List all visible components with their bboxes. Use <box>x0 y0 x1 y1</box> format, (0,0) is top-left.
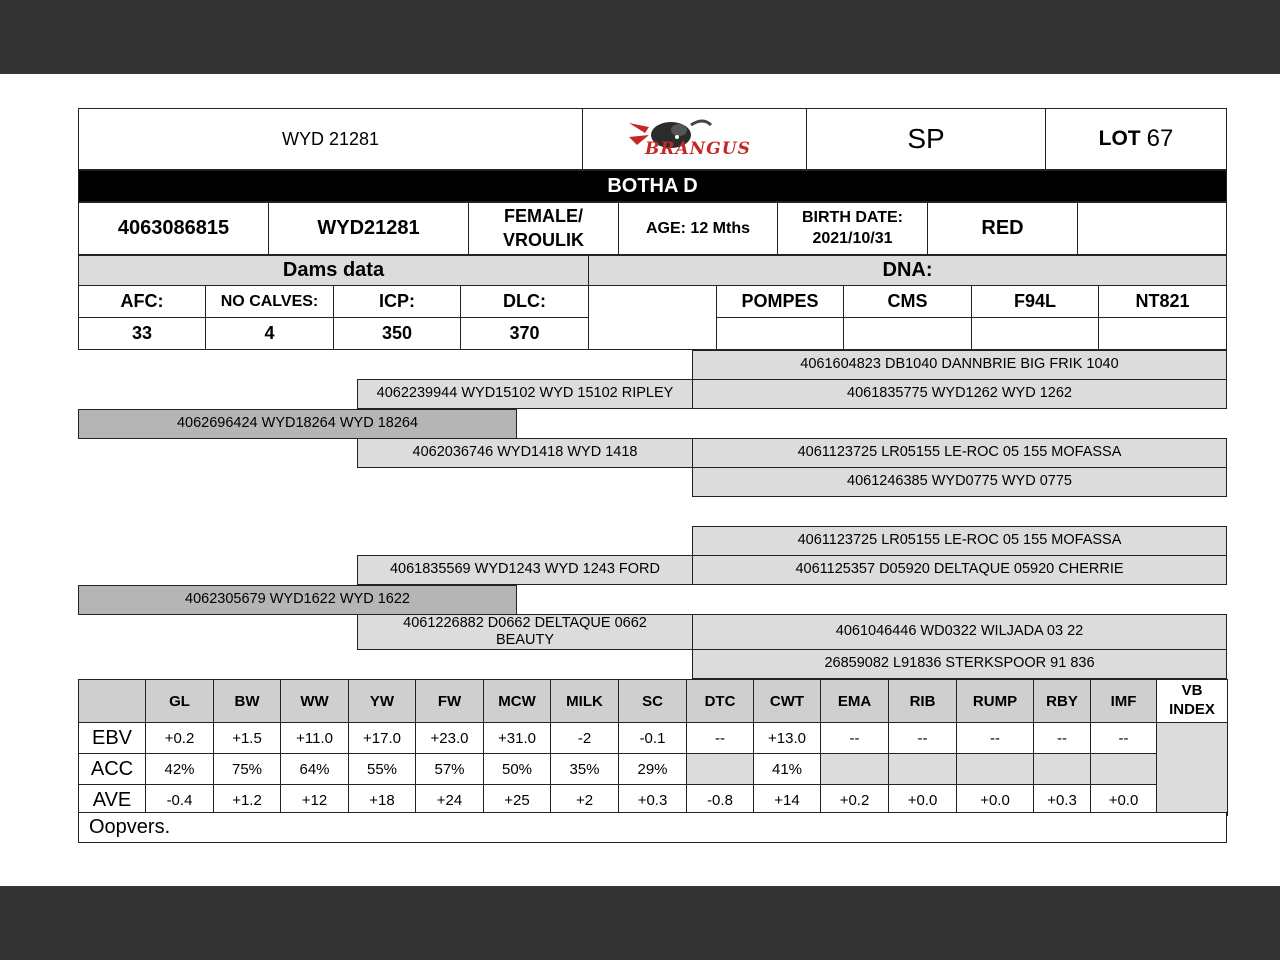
ebv-cell-text: +31.0 <box>498 729 536 747</box>
pedigree-sire-dam-sire <box>692 438 1227 468</box>
ebv-cell-text: +0.2 <box>164 729 195 747</box>
lot-number: 67 <box>1146 125 1174 152</box>
ebv-header-index-label: INDEX <box>1169 701 1215 718</box>
ebv-cell <box>618 722 687 754</box>
ebv-cell-text: +17.0 <box>363 729 401 747</box>
ebv-header-ww-text: WW <box>300 692 329 710</box>
dna-header-cms <box>843 285 972 318</box>
ebv-header-fw-text: FW <box>437 692 462 710</box>
pedigree-dam-dam-dam <box>692 649 1227 679</box>
ebv-cell <box>213 722 281 754</box>
ebv-header-sc-text: SC <box>642 692 663 710</box>
dams-header-label: DLC: <box>503 291 546 311</box>
ebv-header-dtc-text: DTC <box>704 692 736 710</box>
colour-cell <box>927 202 1078 255</box>
pedigree-text: 4062239944 WYD15102 WYD 15102 RIPLEY <box>376 385 674 402</box>
ebv-cell <box>415 753 484 785</box>
dna-header-label: CMS <box>887 291 928 311</box>
ebv-header-imf <box>1090 679 1157 723</box>
ebv-header-milk <box>550 679 619 723</box>
pedigree-text: 4061046446 WD0322 WILJADA 03 22 <box>835 623 1084 640</box>
ebv-cell-text: -- <box>917 729 928 747</box>
ebv-cell <box>618 753 687 785</box>
ebv-row-label-acc <box>78 753 146 785</box>
pedigree-text: 4061835775 WYD1262 WYD 1262 <box>847 385 1072 402</box>
ebv-cell-text: 50% <box>501 760 533 778</box>
ebv-cell-text: 75% <box>231 760 263 778</box>
dna-header-label: NT821 <box>1135 291 1190 311</box>
dams-header-afc <box>78 285 206 318</box>
ebv-cell-text: +0.0 <box>1108 791 1139 809</box>
grade: SP <box>907 123 945 154</box>
dna-value-pompes <box>716 317 844 350</box>
ebv-header-vb-index <box>1156 679 1228 723</box>
ebv-header-ww <box>280 679 349 723</box>
birth-date-cell <box>777 202 928 255</box>
dna-header-nt821 <box>1098 285 1227 318</box>
ebv-cell-text: -0.4 <box>166 791 193 809</box>
ebv-cell-text: +0.3 <box>1047 791 1077 809</box>
ebv-cell-text: +14 <box>774 791 800 809</box>
pedigree-text: 4061125357 D05920 DELTAQUE 05920 CHERRIE <box>795 561 1124 578</box>
ebv-cell <box>145 722 214 754</box>
ebv-cell-text: -2 <box>577 729 592 747</box>
bottom-letterbox-band <box>0 886 1280 960</box>
ebv-cell-text: 42% <box>164 760 195 778</box>
ebv-header-ema-text: EMA <box>837 692 872 710</box>
tag: WYD21281 <box>317 217 420 239</box>
dams-value: 4 <box>264 323 275 343</box>
tag-cell <box>268 202 469 255</box>
ebv-cell-text: +1.5 <box>232 729 262 747</box>
pedigree-sire-sire-dam <box>692 379 1227 409</box>
ebv-header-imf-text: IMF <box>1110 692 1137 710</box>
ebv-header-ema <box>820 679 889 723</box>
pedigree-text: 4062696424 WYD18264 WYD 18264 <box>176 415 419 432</box>
ebv-cell <box>956 753 1034 785</box>
ebv-cell <box>145 753 214 785</box>
pedigree-sire <box>78 409 517 439</box>
ebv-header-vb-label: VB <box>1181 682 1203 700</box>
ebv-cell <box>820 753 889 785</box>
dams-header-label: ICP: <box>379 291 415 311</box>
sex-line-1: FEMALE/ <box>504 206 583 227</box>
ebv-cell <box>686 722 754 754</box>
ebv-cell-text: 55% <box>366 760 398 778</box>
ebv-cell <box>888 753 957 785</box>
dams-value-no-calves <box>205 317 334 350</box>
pedigree-text: 4062305679 WYD1622 WYD 1622 <box>185 591 410 608</box>
dna-header-label: F94L <box>1013 291 1056 311</box>
dna-header-label: POMPES <box>741 291 819 311</box>
ebv-cell-text: +2 <box>575 791 594 809</box>
animal-name-bar <box>78 170 1227 202</box>
ebv-cell-text: +0.2 <box>839 791 870 809</box>
id-number-cell <box>78 202 269 255</box>
ebv-cell <box>753 722 821 754</box>
ebv-row-label-ebv-text: EBV <box>91 726 133 749</box>
brangus-logo <box>582 108 807 170</box>
pedigree-sire-sire-sire <box>692 350 1227 380</box>
ebv-cell <box>820 722 889 754</box>
dna-header-pompes <box>716 285 844 318</box>
ebv-cell <box>1033 722 1091 754</box>
ebv-row-label-acc-text: ACC <box>90 757 134 780</box>
ebv-row-label-ave-text: AVE <box>92 788 132 811</box>
pedigree-text: 26859082 L91836 STERKSPOOR 91 836 <box>824 655 1095 672</box>
dna-title-cell <box>588 255 1227 286</box>
comment: Oopvers. <box>89 816 171 838</box>
dams-value: 33 <box>131 323 153 343</box>
ebv-cell <box>686 753 754 785</box>
ebv-header-bw <box>213 679 281 723</box>
ebv-header-rump <box>956 679 1034 723</box>
pedigree-text: 4061123725 LR05155 LE-ROC 05 155 MOFASSA <box>797 532 1122 549</box>
ebv-header-yw-text: YW <box>369 692 395 710</box>
lot-cell <box>1045 108 1227 170</box>
animal-code-cell <box>78 108 583 170</box>
ebv-header-sc <box>618 679 687 723</box>
ebv-cell <box>1090 753 1157 785</box>
pedigree-text: 4061835569 WYD1243 WYD 1243 FORD <box>389 561 660 578</box>
pedigree-dam-sire-dam <box>692 555 1227 585</box>
pedigree-dam-sire <box>357 555 693 585</box>
ebv-cell-text: +12 <box>301 791 328 809</box>
dams-value-dlc <box>460 317 589 350</box>
dna-spacer-cell <box>588 285 717 350</box>
ebv-cell-text: +13.0 <box>768 729 806 747</box>
ebv-header-gl <box>145 679 214 723</box>
ebv-header-mcw <box>483 679 551 723</box>
ebv-header-corner <box>78 679 146 723</box>
sex-cell <box>468 202 619 255</box>
pedigree-dam-dam <box>357 614 693 650</box>
ebv-cell-text: +0.0 <box>980 791 1010 809</box>
dna-header-f94l <box>971 285 1099 318</box>
ebv-cell <box>348 753 416 785</box>
ebv-cell-text: +25 <box>504 791 530 809</box>
ebv-cell <box>483 722 551 754</box>
dams-data-title-cell <box>78 255 589 286</box>
pedigree-text: 4061246385 WYD0775 WYD 0775 <box>847 473 1072 490</box>
ebv-cell-text: +0.3 <box>637 791 668 809</box>
lot-label: LOT <box>1098 127 1141 150</box>
ebv-cell-text: -- <box>990 729 1000 747</box>
ebv-cell <box>483 753 551 785</box>
ebv-header-rib <box>888 679 957 723</box>
ebv-cell-text: -- <box>1057 729 1067 747</box>
ebv-cell-text: 29% <box>637 760 668 778</box>
grade-cell <box>806 108 1046 170</box>
ebv-cell-text: +23.0 <box>430 729 469 747</box>
ebv-cell-text: 57% <box>434 760 465 778</box>
ebv-header-gl-text: GL <box>169 692 190 710</box>
ebv-header-rby-text: RBY <box>1046 692 1078 710</box>
ebv-cell <box>888 722 957 754</box>
dams-data-title: Dams data <box>282 259 385 281</box>
ebv-cell-text: -- <box>849 729 860 747</box>
sex-line-2: VROULIK <box>503 229 584 250</box>
ebv-header-mcw-text: MCW <box>498 692 536 710</box>
ebv-header-bw-text: BW <box>234 692 260 710</box>
pedigree-sire-sire <box>357 379 693 409</box>
colour: RED <box>981 217 1024 239</box>
ebv-cell <box>956 722 1034 754</box>
ebv-cell <box>550 753 619 785</box>
age: AGE: 12 Mths <box>645 219 750 237</box>
ebv-cell <box>213 753 281 785</box>
birth-date: 2021/10/31 <box>812 229 893 247</box>
ebv-header-dtc <box>686 679 754 723</box>
ebv-cell-text: -- <box>1118 729 1129 747</box>
dams-header-dlc <box>460 285 589 318</box>
ebv-cell-text: +24 <box>436 791 463 809</box>
id-number: 4063086815 <box>117 217 230 239</box>
top-letterbox-band <box>0 0 1280 74</box>
ebv-cell-text: -- <box>715 729 725 747</box>
ebv-header-milk-text: MILK <box>566 692 603 710</box>
ebv-cell-text: +0.0 <box>907 791 938 809</box>
pedigree-dam-dam-sire <box>692 614 1227 650</box>
pedigree-sire-dam <box>357 438 693 468</box>
ebv-cell <box>1033 753 1091 785</box>
dna-title: DNA: <box>882 259 933 281</box>
ebv-row-label-ebv <box>78 722 146 754</box>
ebv-header-rby <box>1033 679 1091 723</box>
pedigree-dam-sire-sire <box>692 526 1227 556</box>
ebv-index-value-cell <box>1156 722 1228 816</box>
pedigree-text: 4061123725 LR05155 LE-ROC 05 155 MOFASSA <box>797 444 1122 461</box>
dna-value-cms <box>843 317 972 350</box>
dna-value-f94l <box>971 317 1099 350</box>
pedigree-text: 4061226882 D0662 DELTAQUE 0662 BEAUTY <box>403 614 647 648</box>
animal-code: WYD 21281 <box>281 128 380 149</box>
ebv-header-fw <box>415 679 484 723</box>
pedigree-text: 4061604823 DB1040 DANNBRIE BIG FRIK 1040 <box>800 356 1119 373</box>
ebv-cell <box>753 753 821 785</box>
ebv-header-rump-text: RUMP <box>972 692 1018 710</box>
ebv-cell-text: 35% <box>569 760 600 778</box>
ebv-cell <box>348 722 416 754</box>
animal-name: BOTHA D <box>607 174 698 197</box>
dams-value: 370 <box>509 323 540 343</box>
dams-value: 350 <box>381 323 413 343</box>
ebv-cell-text: 64% <box>299 760 330 778</box>
ebv-cell-text: +18 <box>369 791 395 809</box>
dams-header-label: NO CALVES: <box>220 292 319 310</box>
dams-header-no-calves <box>205 285 334 318</box>
dna-value-nt821 <box>1098 317 1227 350</box>
ebv-cell-text: 41% <box>771 760 803 778</box>
ebv-cell-text: -0.1 <box>639 729 666 747</box>
ebv-header-cwt-text: CWT <box>769 692 805 710</box>
pedigree-sire-dam-dam <box>692 467 1227 497</box>
logo-wordmark: BRANGUS <box>645 139 751 159</box>
ebv-cell-text: -0.8 <box>707 791 733 809</box>
ebv-cell <box>280 722 349 754</box>
ebv-cell <box>415 722 484 754</box>
info-extra-cell <box>1077 202 1227 255</box>
ebv-cell-text: +11.0 <box>296 729 333 747</box>
dams-header-label: AFC: <box>120 291 164 311</box>
birth-date-label: BIRTH DATE: <box>801 208 904 226</box>
ebv-cell <box>280 753 349 785</box>
pedigree-dam <box>78 585 517 615</box>
dams-value-icp <box>333 317 461 350</box>
pedigree-text: 4062036746 WYD1418 WYD 1418 <box>412 444 638 461</box>
ebv-cell-text: +1.2 <box>232 791 262 809</box>
ebv-header-yw <box>348 679 416 723</box>
comment-cell <box>78 812 1227 843</box>
ebv-header-rib-text: RIB <box>909 692 936 710</box>
dams-value-afc <box>78 317 206 350</box>
ebv-header-cwt <box>753 679 821 723</box>
age-cell <box>618 202 778 255</box>
ebv-cell <box>550 722 619 754</box>
ebv-cell <box>1090 722 1157 754</box>
dams-header-icp <box>333 285 461 318</box>
